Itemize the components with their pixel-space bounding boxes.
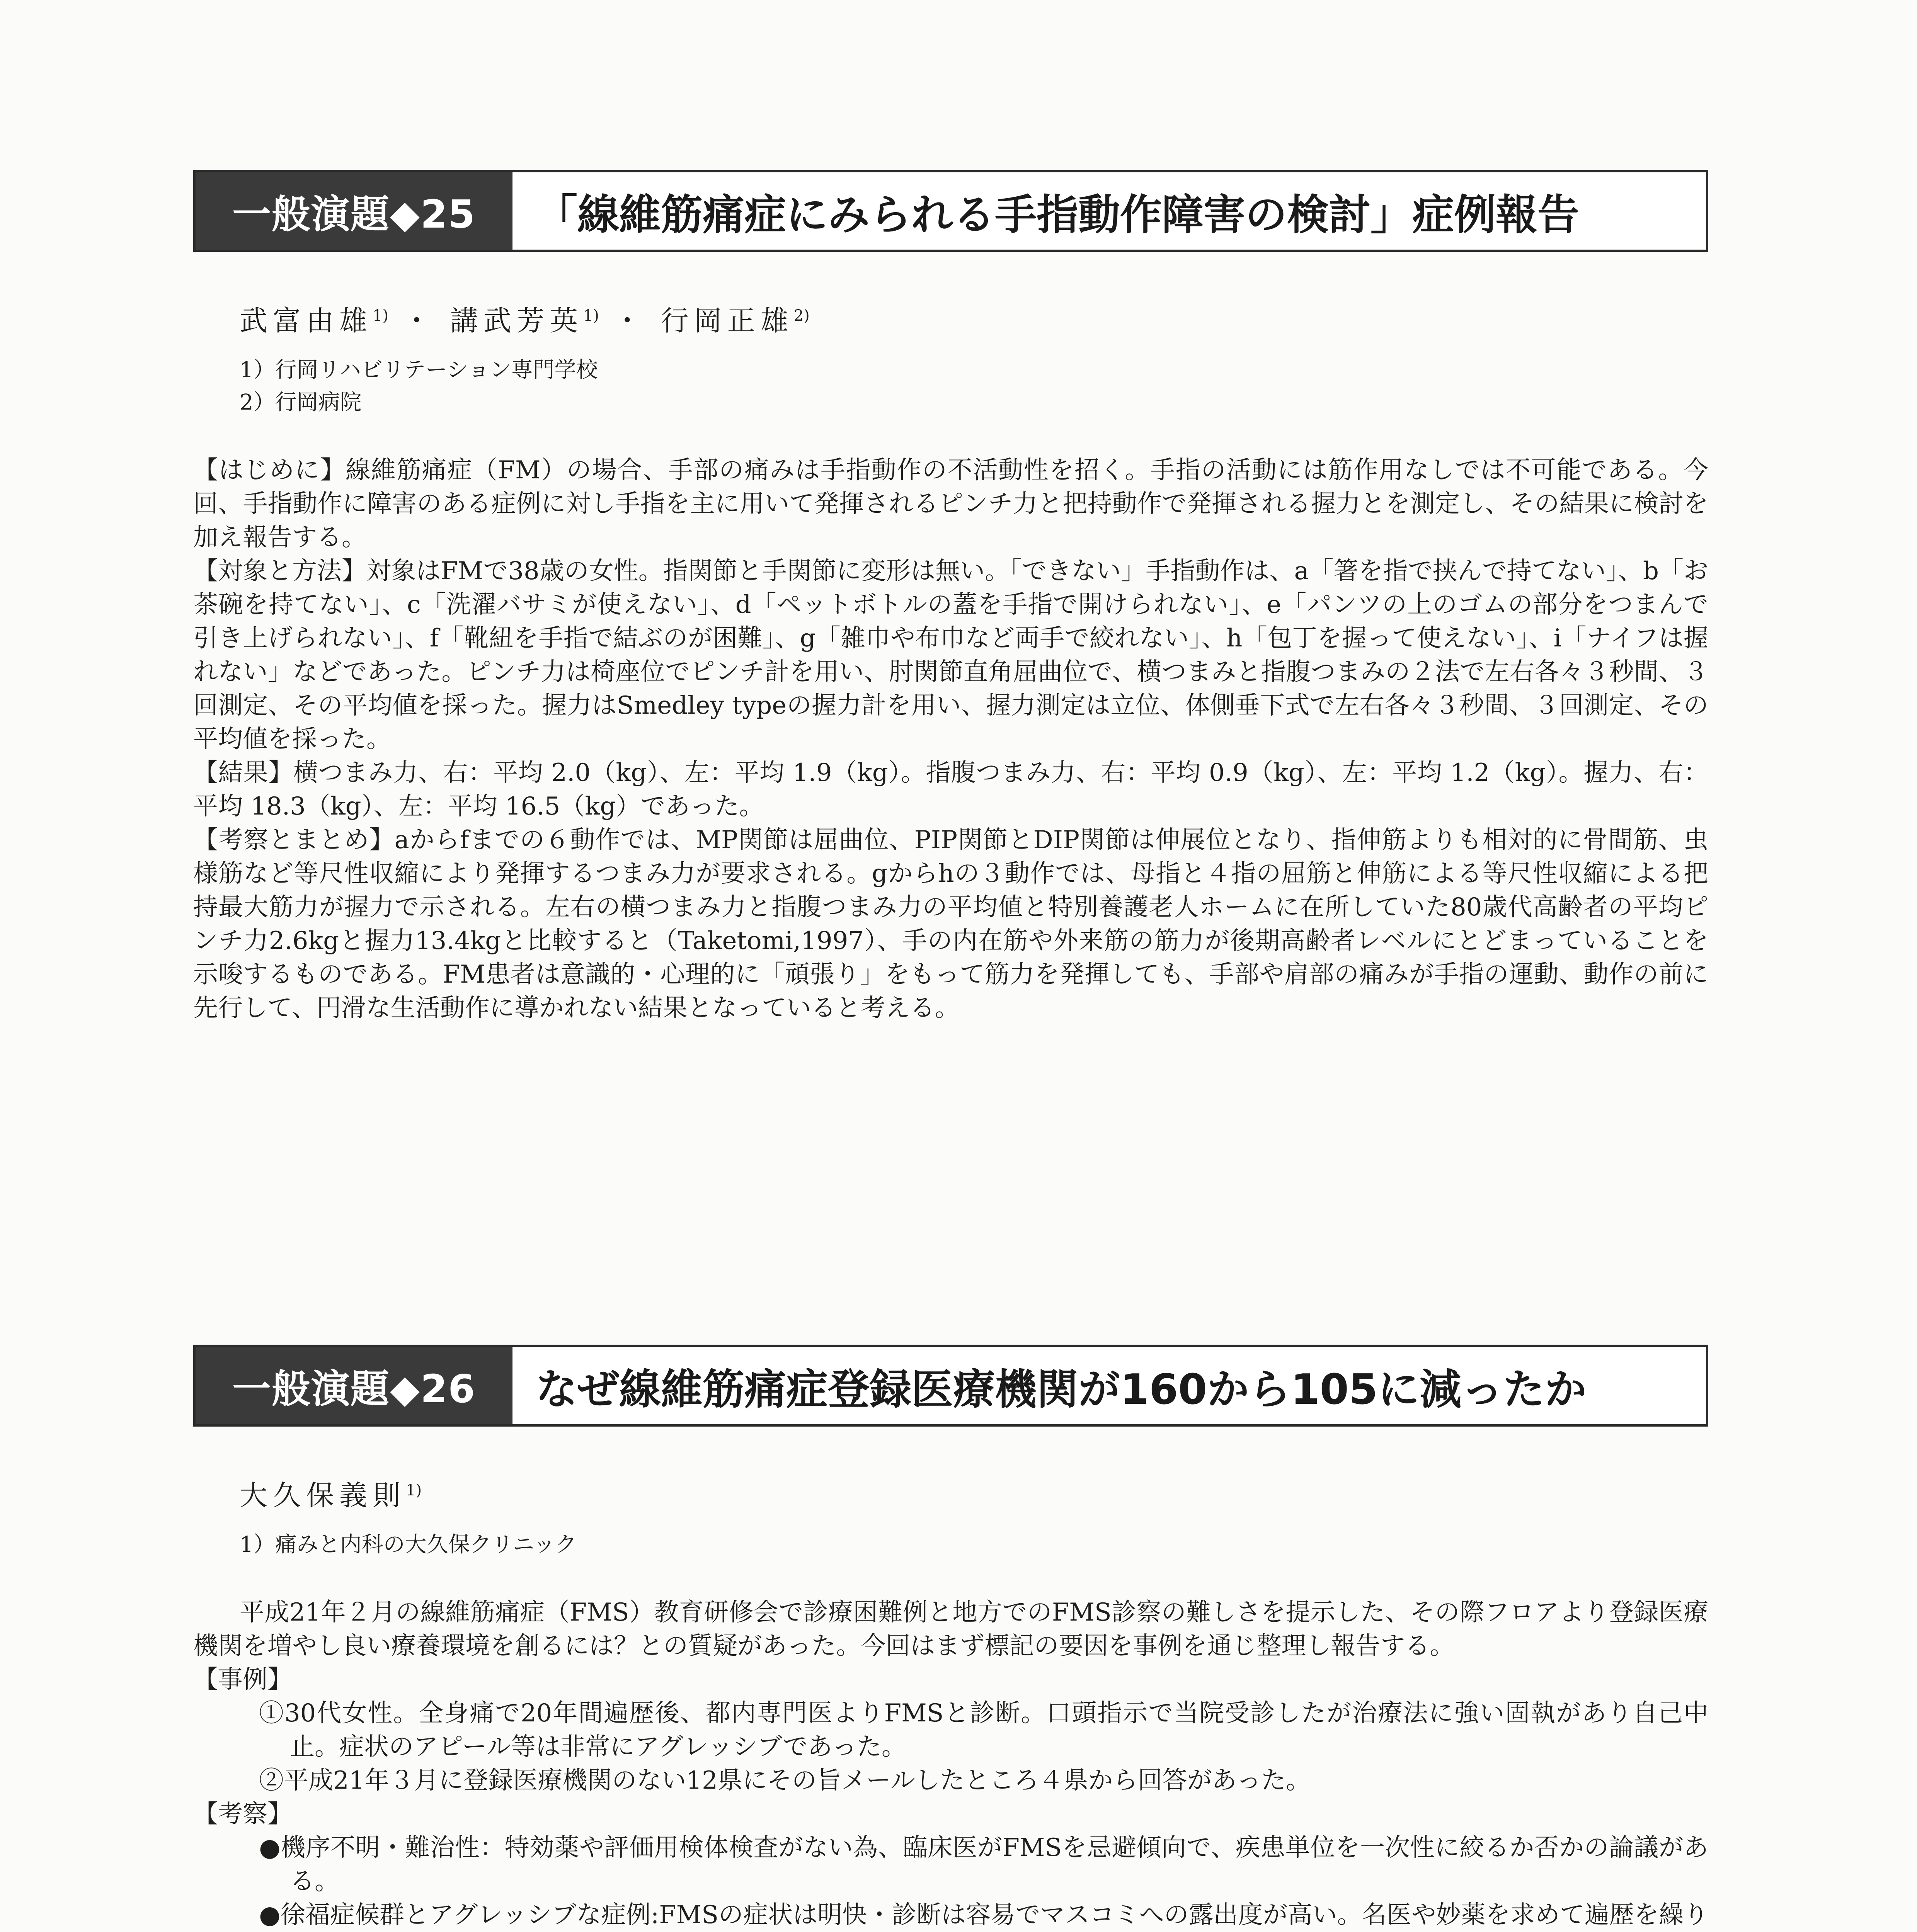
abstract-number-tag: 一般演題◆26: [196, 1347, 512, 1424]
affiliation: 2）行岡病院: [240, 390, 362, 415]
case-item: ①30代女性。全身痛で20年間遍歴後、都内専門医よりFMSと診断。口頭指示で当院受診したが治療法に強い固執があり自己中止。症状のアピール等は非常にアグレッシブであった。: [259, 1699, 1708, 1761]
author-name: 大久保義則: [240, 1479, 406, 1512]
case-item: ②平成21年３月に登録医療機関のない12県にその旨メールしたところ４県から回答があった。: [259, 1766, 1311, 1795]
author-name: 武富由雄: [240, 304, 373, 337]
author-list: [240, 298, 1708, 338]
heading-discussion: 【考察】: [193, 1800, 292, 1828]
discussion-item: ●徐福症候群とアグレッシブな症例:FMSの症状は明快・診断は容易でマスコミへの露出度が高い。名医や妙薬を求めて遍歴を繰り: [259, 1901, 1708, 1929]
abstract-body: [193, 1596, 1708, 1932]
author-affiliation-mark: 2): [793, 307, 810, 325]
abstract-title: なぜ線維筋痛症登録医療機関が160から105に減ったか: [536, 1365, 1587, 1414]
affiliation: 1）痛みと内科の大久保クリニック: [240, 1532, 577, 1557]
abstract-title-bar: [193, 170, 1708, 252]
abstract-title-bar: [193, 1345, 1708, 1427]
heading-case: 【事例】: [193, 1665, 292, 1694]
affiliation: 1）行岡リハビリテーション専門学校: [240, 357, 598, 383]
author-affiliation-mark: 1): [406, 1481, 422, 1499]
affiliation-list: [240, 354, 1708, 419]
author-affiliation-mark: 1): [373, 307, 389, 325]
abstract-body: [193, 454, 1708, 1025]
abstract-26: [193, 1345, 1708, 1932]
author-name: 行岡正雄: [661, 304, 794, 337]
discussion-item: ●機序不明・難治性：特効薬や評価用検体検査がない為、臨床医がFMSを忌避傾向で、疾患単位を一次性に絞るか否かの論議がある。: [259, 1833, 1708, 1896]
author-separator: ・: [599, 304, 661, 337]
author-separator: ・: [388, 304, 450, 337]
abstract-title: 「線維筋痛症にみられる手指動作障害の検討」症例報告: [536, 190, 1580, 239]
paragraph-introduction: 【はじめに】線維筋痛症（FM）の場合、手部の痛みは手指動作の不活動性を招く。手指の活動には筋作用なしでは不可能である。今回、手指動作に障害のある症例に対し手指を主に用いて発揮されるピンチ力と把持動作で発揮される握力とを測定し、その結果に検討を加え報告する。: [193, 456, 1708, 552]
author-name: 講武芳英: [450, 304, 583, 337]
abstract-25: [193, 170, 1708, 1025]
abstract-number-tag: 一般演題◆25: [196, 172, 512, 250]
paragraph-results: 【結果】横つまみ力、右：平均 2.0（kg）、左：平均 1.9（kg）。指腹つまみ力、右：平均 0.9（kg）、左：平均 1.2（kg）。握力、右：平均 18.3（kg）、左：平均 16.5（kg）であった。: [193, 759, 1708, 821]
paragraph-discussion: 【考察とまとめ】aからfまでの６動作では、MP関節は屈曲位、PIP関節とDIP関節は伸展位となり、指伸筋よりも相対的に骨間筋、虫様筋など等尺性収縮により発揮するつまみ力が要求される。gからhの３動作では、母指と４指の屈筋と伸筋による等尺性収縮による把持最大筋力が握力で示される。左右の横つまみ力と指腹つまみ力の平均値と特別養護老人ホームに在所していた80歳代高齢者の平均ピンチ力2.6kgと握力13.4kgと比較すると（Taketomi,1997）、手の内在筋や外来筋の筋力が後期高齢者レベルにとどまっていることを示唆するものである。FM患者は意識的・心理的に「頑張り」をもって筋力を発揮しても、手部や肩部の痛みが手指の運動、動作の前に先行して、円滑な生活動作に導かれない結果となっていると考える。: [193, 826, 1708, 1022]
paragraph-methods: 【対象と方法】対象はFMで38歳の女性。指関節と手関節に変形は無い。「できない」手指動作は、a「箸を指で挟んで持てない」、b「お茶碗を持てない」、c「洗濯バサミが使えない」、d「ペットボトルの蓋を手指で開けられない」、e「パンツの上のゴムの部分をつまんで引き上げられない」、f「靴紐を手指で結ぶのが困難」、g「雑巾や布巾など両手で絞れない」、h「包丁を握って使えない」、i「ナイフは握れない」などであった。ピンチ力は椅座位でピンチ計を用い、肘関節直角屈曲位で、横つまみと指腹つまみの２法で左右各々３秒間、３回測定、その平均値を採った。握力はSmedley typeの握力計を用い、握力測定は立位、体側垂下式で左右各々３秒間、３回測定、その平均値を採った。: [193, 557, 1708, 753]
author-affiliation-mark: 1): [583, 307, 599, 325]
affiliation-list: [240, 1529, 1708, 1561]
paragraph-intro: 平成21年２月の線維筋痛症（FMS）教育研修会で診療困難例と地方でのFMS診察の難しさを提示した、その際フロアより登録医療機関を増やし良い療養環境を創るには？との質疑があった。今回はまず標記の要因を事例を通じ整理し報告する。: [193, 1598, 1708, 1660]
author-list: [240, 1473, 1708, 1513]
